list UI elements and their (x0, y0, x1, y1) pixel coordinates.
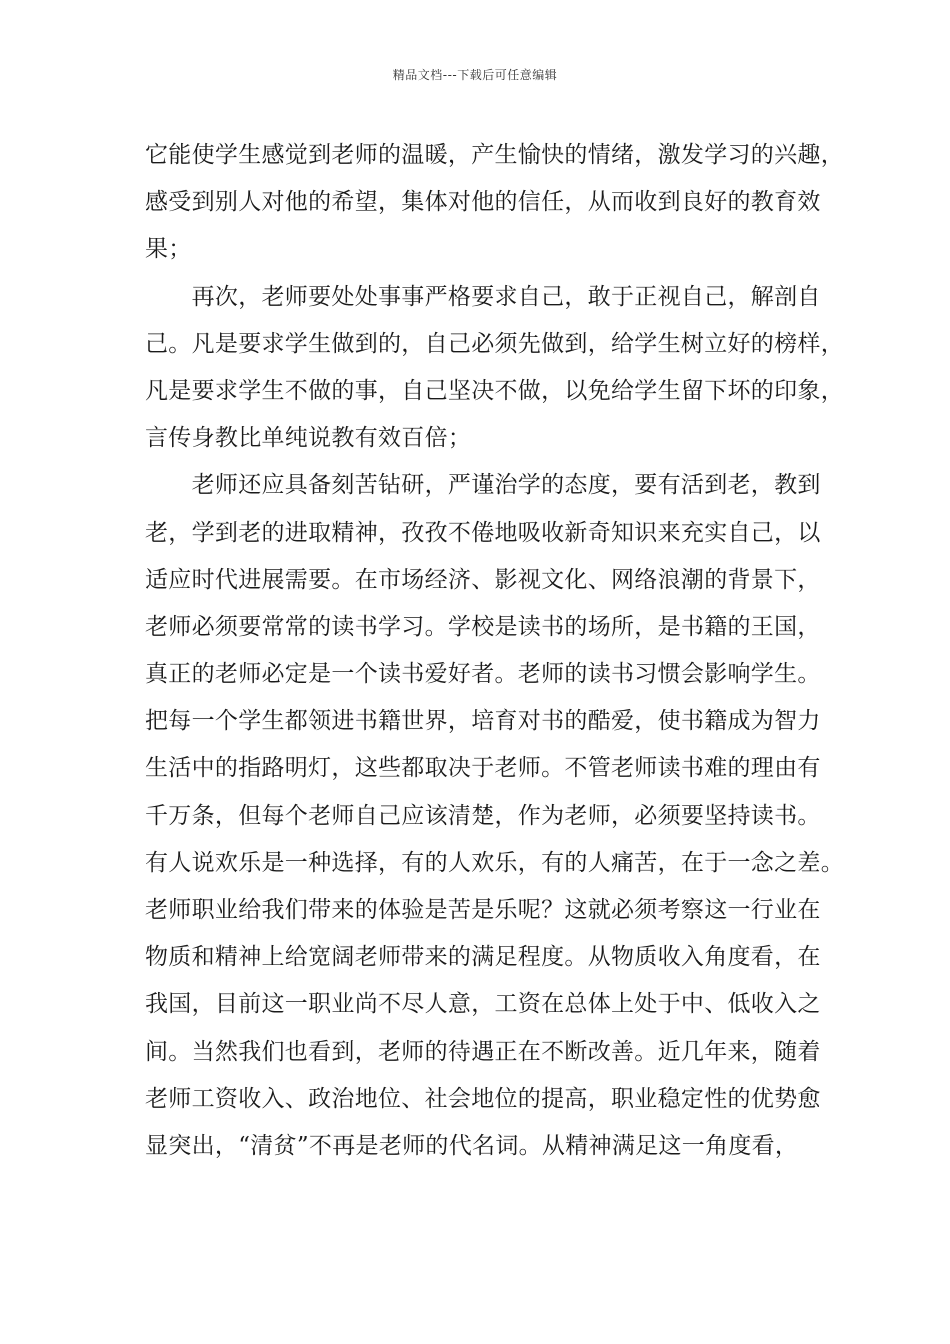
body-text (145, 132, 844, 1170)
text-line: 我国，目前这一职业尚不尽人意，工资在总体上处于中、低收入之 (145, 991, 821, 1018)
text-line: 千万条，但每个老师自己应该清楚，作为老师，必须要坚持读书。 (145, 802, 821, 829)
text-line: 老师还应具备刻苦钻研，严谨治学的态度，要有活到老，教到 (145, 472, 821, 499)
text-line: 己。凡是要求学生做到的，自己必须先做到，给学生树立好的榜样， (145, 330, 844, 357)
text-line: 凡是要求学生不做的事，自己坚决不做，以免给学生留下坏的印象， (145, 377, 844, 404)
text-line: 真正的老师必定是一个读书爱好者。老师的读书习惯会影响学生。 (145, 661, 821, 688)
text-line: 老师职业给我们带来的体验是苦是乐呢？这就必须考察这一行业在 (145, 897, 821, 923)
text-line: 感受到别人对他的希望，集体对他的信任，从而收到良好的教育效 (145, 189, 821, 216)
text-line: 它能使学生感觉到老师的温暖，产生愉快的情绪，激发学习的兴趣， (145, 142, 844, 168)
text-line: 老，学到老的进取精神，孜孜不倦地吸收新奇知识来充实自己，以 (145, 519, 821, 546)
page-header: 精品文档---下载后可任意编辑 (392, 68, 558, 82)
text-line: 物质和精神上给宽阔老师带来的满足程度。从物质收入角度看，在 (145, 944, 821, 971)
text-line: 间。当然我们也看到，老师的待遇正在不断改善。近几年来，随着 (145, 1038, 821, 1065)
text-line: 把每一个学生都领进书籍世界，培育对书的酷爱，使书籍成为智力 (145, 708, 821, 735)
text-line: 适应时代进展需要。在市场经济、影视文化、网络浪潮的背景下， (145, 566, 821, 593)
text-line: 老师工资收入、政治地位、社会地位的提高，职业稳定性的优势愈 (145, 1085, 821, 1112)
text-line: 言传身教比单纯说教有效百倍； (145, 425, 472, 452)
text-line: 有人说欢乐是一种选择，有的人欢乐，有的人痛苦，在于一念之差。 (145, 849, 844, 876)
text-line: 显突出，“清贫”不再是老师的代名词。从精神满足这一角度看， (145, 1132, 799, 1159)
text-line: 老师必须要常常的读书学习。学校是读书的场所，是书籍的王国， (145, 613, 821, 640)
text-line: 再次，老师要处处事事严格要求自己，敢于正视自己，解剖自 (145, 283, 821, 310)
text-line: 生活中的指路明灯，这些都取决于老师。不管老师读书难的理由有 (145, 755, 821, 782)
text-line: 果； (145, 236, 192, 263)
